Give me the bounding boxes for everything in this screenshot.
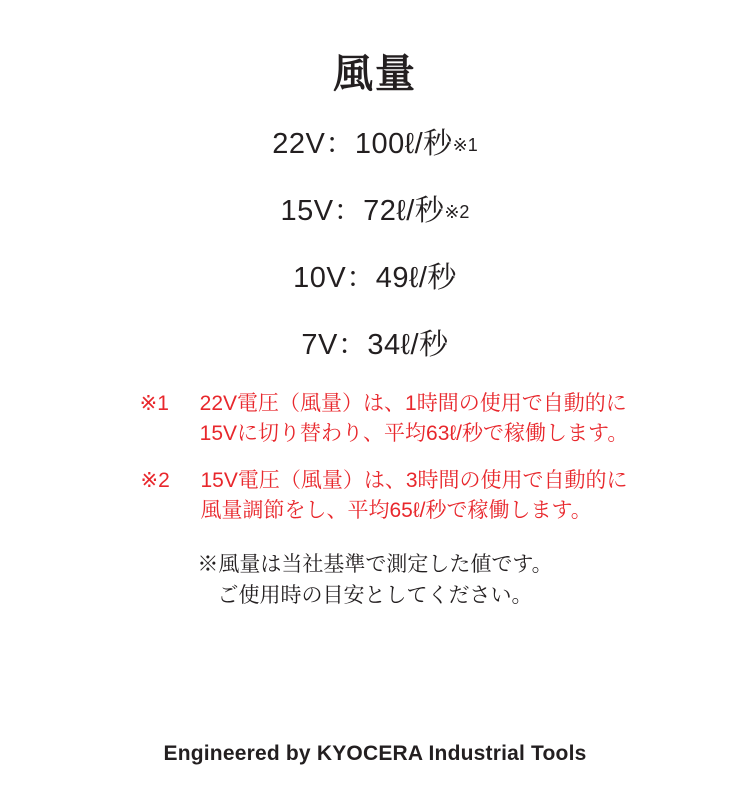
spec-value: 7V：34ℓ/秒 bbox=[301, 329, 449, 361]
footnote-marker: ※2 bbox=[140, 468, 170, 492]
page-title: 風量 bbox=[333, 52, 417, 96]
spec-footnote-mark: ※1 bbox=[452, 135, 478, 155]
footnote-text bbox=[200, 389, 629, 450]
spec-row bbox=[0, 188, 750, 229]
footnote-line: 22V電圧（風量）は、1時間の使用で自動的に bbox=[199, 392, 627, 415]
spec-value: 10V：49ℓ/秒 bbox=[293, 262, 457, 294]
footnote-line: 15Vに切り替わり、平均63ℓ/秒で稼働します。 bbox=[199, 422, 629, 446]
spec-value: 15V：72ℓ/秒 bbox=[280, 195, 445, 227]
footnote-text bbox=[200, 466, 627, 527]
disclaimer-line: ※風量は当社基準で測定した値です。 bbox=[197, 552, 553, 576]
footnote-item bbox=[0, 389, 750, 450]
disclaimer-line: ご使用時の目安としてください。 bbox=[217, 584, 533, 608]
spec-row bbox=[0, 121, 750, 162]
spec-value: 22V：100ℓ/秒 bbox=[272, 128, 453, 160]
footnotes-block bbox=[0, 389, 750, 527]
measurement-disclaimer bbox=[0, 549, 750, 612]
brand-credit bbox=[0, 742, 750, 766]
footnote-item bbox=[0, 466, 750, 527]
brand-name: KYOCERA Industrial Tools bbox=[316, 742, 587, 765]
spec-row bbox=[0, 322, 750, 363]
airflow-spec-list bbox=[0, 121, 750, 363]
spec-footnote-mark: ※2 bbox=[444, 202, 470, 222]
spec-sheet-page bbox=[0, 42, 750, 792]
spec-row bbox=[0, 255, 750, 296]
brand-prefix: Engineered by bbox=[163, 742, 317, 765]
footnote-line: 風量調節をし、平均65ℓ/秒で稼働します。 bbox=[200, 499, 592, 523]
footnote-line: 15V電圧（風量）は、3時間の使用で自動的に bbox=[200, 468, 628, 492]
footnote-marker: ※1 bbox=[139, 392, 169, 415]
